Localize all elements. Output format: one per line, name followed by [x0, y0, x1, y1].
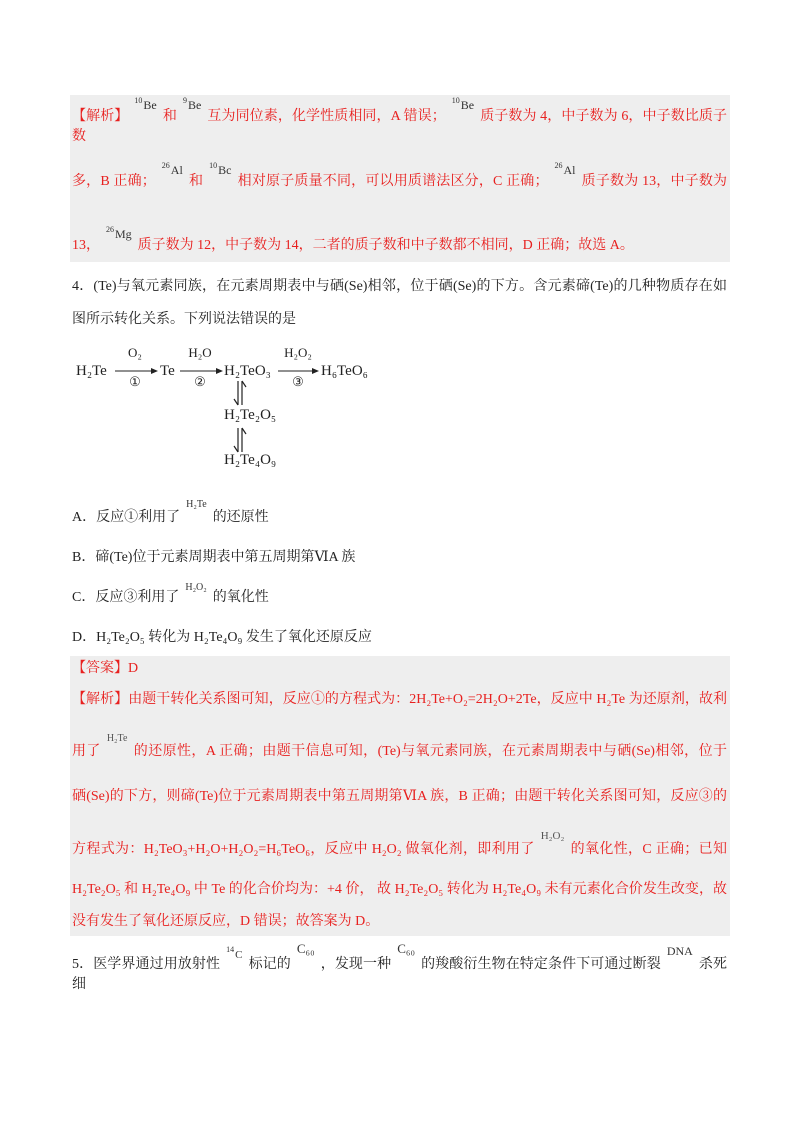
mass-number: 9 [182, 96, 187, 105]
element-symbol: Al [563, 163, 576, 177]
formula-image: H₂Te [186, 499, 207, 510]
option-text: C．反应③利用了 [72, 590, 180, 605]
analysis-line-5: H₂Te₂O₅ 和 H₂Te₄O₉ 中 Te 的化合价均为：+4 价， 故 H₂Te₂O₅ 转化为 H₂Te₄O₉ 未有元素化合价发生改变，故 [72, 882, 727, 897]
text-segment: ，发现一种 [320, 957, 392, 972]
isotope-formula [452, 98, 474, 112]
isotope-formula [134, 98, 156, 112]
option-a [72, 499, 727, 528]
mass-number: 10 [209, 161, 218, 170]
question4-stem-line-1: 4．(Te)与氧元素同族，在元素周期表中与硒(Se)相邻，位于硒(Se)的下方。含元素碲(Te)的几种物质存在如 [72, 279, 727, 294]
isotope-formula [226, 945, 243, 961]
formula-image: H₂O₂ [540, 830, 565, 842]
analysis-line-3: 硒(Se)的下方，则碲(Te)位于元素周期表中第五周期第ⅥA 族，B 正确；由题干转化关系图可知，反应③的 [72, 789, 727, 804]
text-segment: 5．医学界通过用放射性 [72, 957, 221, 972]
text-segment: 方程式为：H₂TeO₃+H₂O+H₂O₂=H₆TeO₆，反应中 H₂O₂ 做氧化剂，即利用了 [72, 842, 535, 857]
mass-number: 26 [106, 225, 114, 234]
option-b: B．碲(Te)位于元素周期表中第五周期第ⅥA 族 [72, 550, 356, 565]
text-segment: 质子数为 13，中子数为 [581, 174, 728, 189]
step3-label: ③ [292, 374, 304, 389]
mass-number: 10 [134, 96, 143, 105]
option-d: D．H₂Te₂O₅ 转化为 H₂Te₄O₉ 发生了氧化还原反应 [72, 630, 372, 645]
element-symbol: Al [170, 163, 183, 177]
step2-label: ② [194, 374, 206, 389]
formula-image: H₂Te [106, 733, 128, 744]
option-text: A．反应①利用了 [72, 510, 181, 525]
text-segment: 13， [72, 238, 100, 253]
element-symbol: Bc [218, 163, 232, 177]
text-segment: 标记的 [248, 957, 291, 972]
mass-number: 14 [226, 945, 235, 954]
element-symbol: Be [460, 98, 475, 112]
text-segment: 的还原性，A 正确；由题干信息可知，(Te)与氧元素同族，在元素周期表中与硒(Se)相邻，位于 [133, 744, 728, 759]
mass-number: 10 [451, 96, 460, 105]
formula-image: DNA [666, 944, 693, 958]
species-h2te2o5: H₂Te₂O₅ [224, 407, 277, 423]
equilibrium-arrow-1 [234, 381, 246, 405]
analysis-label: 【解析】 [72, 109, 129, 124]
isotope-formula [209, 163, 231, 177]
mass-number: 26 [161, 161, 170, 170]
species-h2te: H₂Te [76, 363, 107, 379]
text-segment: 杀死细 [72, 957, 728, 992]
text-segment: 互为同位素，化学性质相同，A 错误； [207, 109, 446, 124]
step1-reagent: O₂ [128, 345, 142, 360]
species-h6teo6: H₆TeO₆ [321, 363, 368, 379]
question4-stem-line-2: 图所示转化关系。下列说法错误的是 [72, 312, 296, 327]
prev-analysis-line-2 [72, 161, 728, 192]
text-segment: 的羧酸衍生物在特定条件下可通过断裂 [420, 957, 661, 972]
step2-reagent: H₂O [188, 345, 212, 360]
species-h2teo3: H₂TeO₃ [224, 363, 271, 379]
option-text: 的氧化性 [212, 590, 269, 605]
analysis-line-2 [72, 733, 728, 762]
analysis-line-1: 【解析】由题干转化关系图可知，反应①的方程式为：2H₂Te+O₂=2H₂O+2Te，反应中 H₂Te 为还原剂，故利 [72, 692, 727, 707]
text-segment: 和 [188, 174, 204, 189]
question5-stem-line-1 [72, 941, 728, 995]
text-segment: 和 [162, 109, 177, 124]
text-segment: 相对原子质量不同，可以用质谱法区分，C 正确； [237, 174, 549, 189]
text-segment: 的氧化性，C 正确；已知 [570, 842, 728, 857]
formula-image: H₂O₂ [185, 582, 207, 593]
isotope-formula [106, 227, 132, 241]
formula-image: C₆₀ [296, 941, 315, 956]
mass-number: 26 [554, 161, 563, 170]
prev-analysis-line-1 [72, 96, 728, 147]
element-symbol: Mg [115, 227, 132, 241]
formula-image: C₆₀ [397, 941, 415, 956]
element-symbol: C [235, 949, 243, 961]
step3-reagent: H₂O₂ [284, 345, 312, 360]
option-text: 的还原性 [212, 510, 269, 525]
isotope-formula [162, 163, 183, 177]
element-symbol: Be [187, 98, 202, 112]
analysis-line-6: 没有发生了氧化还原反应，D 错误；故答案为 D。 [72, 914, 380, 929]
isotope-formula [183, 98, 201, 112]
text-segment: 质子数为 4，中子数为 6，中子数比质子数 [72, 109, 728, 144]
text-segment: 多，B 正确； [72, 174, 156, 189]
text-segment: 质子数为 12，中子数为 14，二者的质子数和中子数都不相同，D 正确；故选 A。 [137, 238, 634, 253]
option-c [72, 582, 727, 608]
element-symbol: Be [143, 98, 157, 112]
answer-line: 【答案】D [72, 661, 139, 676]
isotope-formula [554, 163, 575, 177]
step1-label: ① [129, 374, 141, 389]
text-segment: 用了 [72, 744, 101, 759]
species-te: Te [160, 363, 175, 379]
prev-analysis-line-3 [72, 225, 727, 256]
analysis-line-4 [72, 830, 728, 860]
species-h2te4o9: H₂Te₄O₉ [224, 452, 277, 468]
equilibrium-arrow-2 [234, 428, 246, 452]
